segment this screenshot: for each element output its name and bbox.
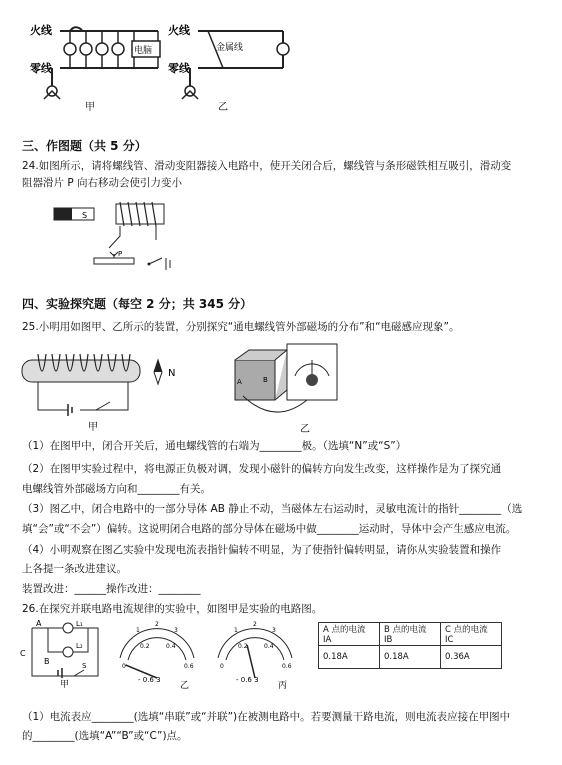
conductor-a-label: A — [237, 378, 242, 386]
circuit-point-b: B — [44, 657, 50, 666]
meter-bing-tick-1: 0.2 — [238, 643, 248, 650]
q25-part3-line1: （3）图乙中，闭合电路中的一部分导体 AB 静止不动，当磁体左右运动时，灵敏电流计的指针________（选 — [22, 503, 523, 515]
meter-yi-tick-1: 0.2 — [140, 643, 150, 650]
slider-p-label: P — [118, 250, 123, 258]
meter-bing-pointer — [247, 645, 255, 678]
q26-part1-line1: （1）电流表应________(选填“串联”或“并联”)在被测电路中。若要测量干路电流，则电流表应接在甲图中 — [22, 711, 511, 723]
q25-intro: 25.小明用如图甲、乙所示的装置，分别探究“通电螺线管外部磁场的分布”和“电磁感应现象”。 — [22, 321, 460, 333]
q25-part2-line1: （2）在图甲实验过程中，将电源正负极对调，发现小磁针的偏转方向发生改变，这样操作是为了探究通 — [22, 463, 502, 475]
live-wire-label-jia: 火线 — [30, 24, 52, 37]
figure-q24-solenoid — [44, 196, 194, 276]
figure-q26-label-yi: 乙 — [180, 681, 190, 690]
table-header-a: A 点的电流 IA — [319, 623, 380, 646]
meter-yi-outer-1: 1 — [136, 627, 140, 634]
table-value-c: 0.36A — [441, 646, 502, 669]
figure-label-yi: 乙 — [218, 102, 228, 113]
table-value-b: 0.18A — [380, 646, 441, 669]
q25-part1: （1）在图甲中，闭合开关后，通电螺线管的右端为________极。（选填“N”或“S”） — [22, 440, 407, 452]
q25-part4-line3: 装置改进：______操作改进：________ — [22, 583, 201, 595]
figure-q25-label-jia: 甲 — [88, 422, 98, 433]
meter-yi-tick-0: 0 — [122, 663, 126, 670]
q25-part3-line2: 填“会”或“不会”）偏转。这说明闭合电路的部分导体在磁场中做________运动时，导体中会产生感应电流。 — [22, 523, 517, 535]
current-data-table — [318, 622, 502, 669]
section-3-heading: 三、作图题（共 5 分） — [22, 139, 147, 153]
meter-yi-outer-2: 2 — [155, 621, 159, 628]
figure-q26-label-jia: 甲 — [60, 680, 70, 688]
switch-s-label: S — [82, 662, 87, 670]
q24-text-line2: 阻器滑片 P 向右移动会使引力变小 — [22, 177, 183, 189]
meter-bing-outer-1: 1 — [234, 627, 238, 634]
figure-q26-label-bing: 丙 — [278, 681, 288, 690]
circuit-point-a: A — [36, 619, 42, 628]
figure-household-circuit-yi — [168, 4, 308, 114]
q26-intro: 26.在探究并联电路电流规律的实验中，如图甲是实验的电路图。 — [22, 603, 323, 615]
table-value-a: 0.18A — [319, 646, 380, 669]
figure-label-jia: 甲 — [85, 102, 95, 113]
meter-yi-terminals: - 0.6 3 — [138, 676, 161, 684]
meter-bing-outer-3: 3 — [272, 627, 276, 634]
q25-part4-line1: （4）小明观察在图乙实验中发现电流表指针偏转不明显，为了使指针偏转明显，请你从实验装置和操作 — [22, 544, 502, 556]
conductor-b-label: B — [263, 376, 268, 384]
table-header-b: B 点的电流 IB — [380, 623, 441, 646]
meter-yi-tick-2: 0.4 — [166, 643, 176, 650]
ammeter-yi — [110, 618, 204, 690]
metal-wire-label: 金属线 — [216, 43, 244, 53]
lamp-l1-label: L₁ — [76, 620, 83, 628]
q25-part4-line2: 上各提一条改进建议。 — [22, 563, 127, 575]
meter-bing-terminals: - 0.6 3 — [236, 676, 259, 684]
figure-q25-yi-galvanometer — [215, 340, 345, 436]
meter-yi-tick-3: 0.6 — [184, 663, 194, 670]
lamp-l2-label: L₂ — [76, 642, 83, 650]
meter-bing-tick-2: 0.4 — [264, 643, 274, 650]
live-wire-label-yi: 火线 — [168, 24, 190, 37]
meter-bing-tick-0: 0 — [220, 663, 224, 670]
q25-part2-line2: 电螺线管外部磁场方向和________有关。 — [22, 483, 211, 495]
neutral-wire-label-yi: 零线 — [168, 62, 190, 75]
figure-q25-label-yi: 乙 — [300, 424, 310, 435]
meter-bing-tick-3: 0.6 — [282, 663, 292, 670]
ammeter-bing — [208, 618, 302, 690]
meter-bing-outer-2: 2 — [253, 621, 257, 628]
q26-part1-line2: 的________(选填“A”“B”或“C”)点。 — [22, 730, 188, 742]
figure-household-circuit-jia — [30, 4, 170, 114]
meter-yi-outer-3: 3 — [174, 627, 178, 634]
figure-q25-jia-solenoid — [18, 342, 193, 434]
compass-n-label: N — [168, 368, 176, 379]
neutral-wire-label-jia: 零线 — [30, 62, 52, 75]
figure-q26-circuit — [18, 618, 106, 688]
device-label: 电脑 — [134, 46, 153, 56]
q24-text-line1: 24.如图所示，请将螺线管、滑动变阻器接入电路中，使开关闭合后，螺线管与条形磁铁相互吸引，滑动变 — [22, 160, 512, 172]
circuit-point-c: C — [20, 649, 26, 658]
section-4-heading: 四、实验探究题（每空 2 分；共 345 分） — [22, 297, 253, 311]
magnet-s-label: S — [82, 211, 88, 220]
table-header-c: C 点的电流 IC — [441, 623, 502, 646]
